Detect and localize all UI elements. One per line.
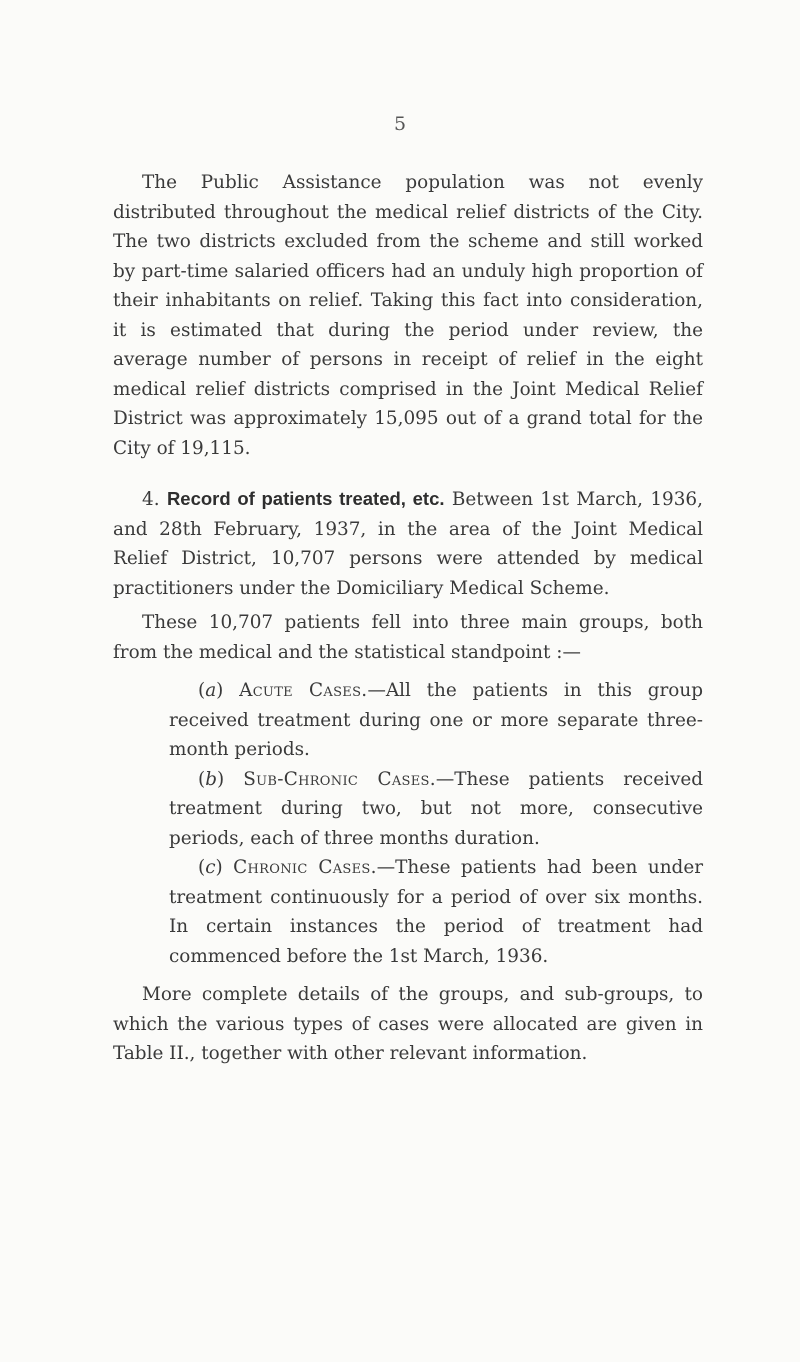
paragraph-three-groups: These 10,707 patients fell into three main groups, both from the medical and the statistical standpoint :— xyxy=(113,612,703,663)
group-letter: b xyxy=(205,768,217,790)
group-text: —All the patients in this group received treatment during one or more separate three-month periods. xyxy=(169,680,703,760)
group-letter: a xyxy=(205,680,217,701)
group-title: Chronic Cases. xyxy=(233,857,377,878)
group-item-sub-chronic: (b) Sub-Chronic Cases.—These patients received treatment during two, but not more, consecutive periods, each of three months duration. xyxy=(169,768,703,849)
group-title: Acute Cases. xyxy=(239,680,368,701)
group-item-chronic: (c) Chronic Cases.—These patients had been under treatment continuously for a period of over six months. In certain instances the period of treatment had commenced before the 1st March, 1936. xyxy=(169,857,703,967)
paragraph-closing: More complete details of the groups, and sub-groups, to which the various types of cases were allocated are given in Table II., together with other relevant information. xyxy=(113,984,703,1064)
group-text: —These patients had been under treatment continuously for a period of over six months. In certain instances the period of treatment had commenced before the 1st March, 1936. xyxy=(169,857,703,967)
body-text xyxy=(113,168,703,1069)
group-title: Sub-Chronic Cases. xyxy=(243,768,436,790)
section-4-paragraph xyxy=(113,484,703,603)
group-text: —These patients received treatment during two, but not more, consecutive periods, each of three months duration. xyxy=(169,768,703,849)
page-number: 5 xyxy=(393,113,407,135)
group-item-acute: (a) Acute Cases.—All the patients in this group received treatment during one or more separate three-month periods. xyxy=(169,680,703,760)
section-heading: Record of patients treated, etc. xyxy=(166,488,445,509)
group-letter: c xyxy=(205,857,216,878)
paragraph-public-assistance: The Public Assistance population was not evenly distributed throughout the medical relief districts of the City. The two districts excluded from the scheme and still worked by part-time salaried officers had an unduly high proportion of their inhabitants on relief. Taking this fact into consideration, it is estimated that during the period under review, the average number of persons in receipt of relief in the eight medical relief districts comprised in the Joint Medical Relief District was approximately 15,095 out of a grand total for the City of 19,115. xyxy=(113,172,703,459)
section-text: Between 1st March, 1936, and 28th February, 1937, in the area of the Joint Medical Relief District, 10,707 persons were attended by medical practitioners under the Domiciliary Medical Scheme. xyxy=(113,489,703,599)
section-number: 4. xyxy=(142,489,160,510)
